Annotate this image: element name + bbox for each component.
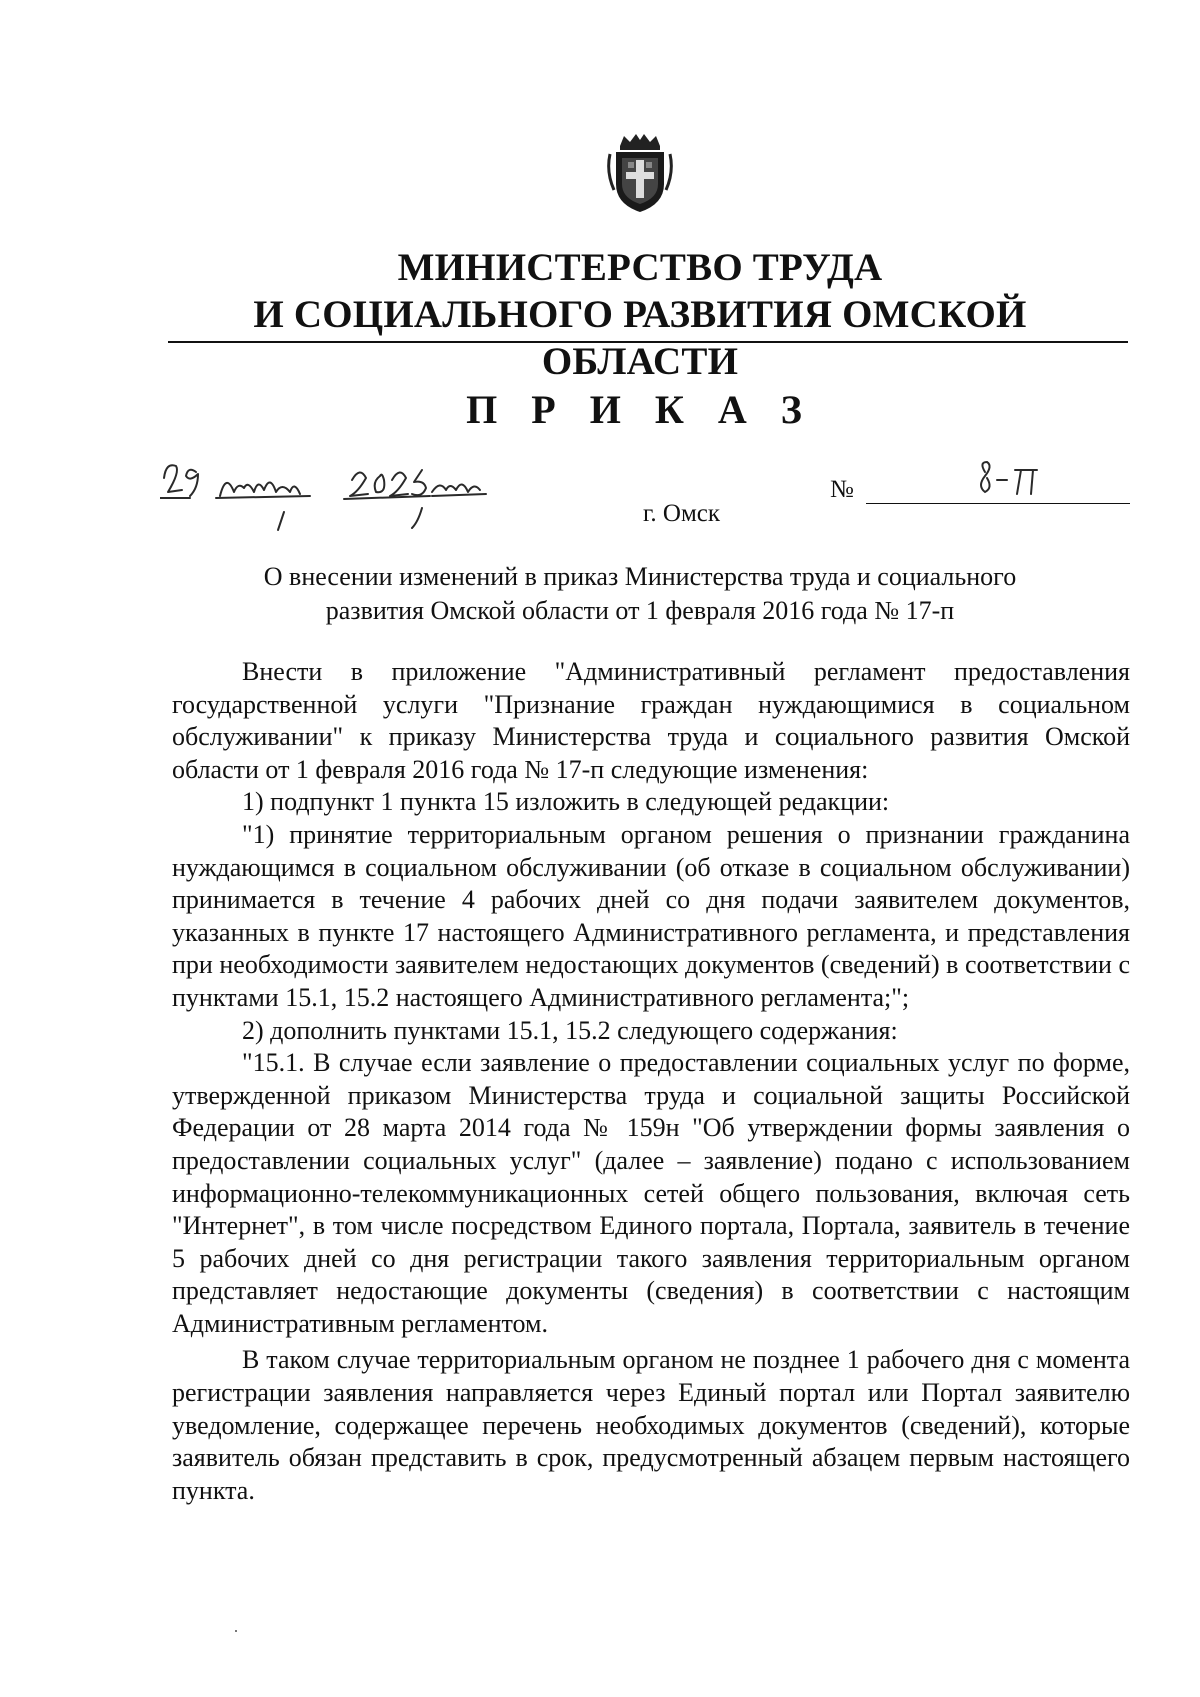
order-number-label: №	[830, 476, 854, 503]
handwritten-date	[160, 452, 500, 532]
order-subject	[180, 560, 1100, 628]
body-paragraph: 1) подпункт 1 пункта 15 изложить в следующей редакции:	[242, 787, 890, 817]
document-type-title: П Р И К А З	[466, 387, 814, 432]
scan-speck	[235, 1630, 237, 1632]
city-label: г. Омск	[643, 500, 721, 527]
handwritten-order-number	[975, 458, 1055, 502]
order-subject-line1: О внесении изменений в приказ Министерства труда и социального	[263, 562, 1017, 591]
header-divider	[168, 341, 1128, 343]
omsk-coat-of-arms-icon	[606, 132, 674, 214]
ministry-name-line2: И СОЦИАЛЬНОГО РАЗВИТИЯ ОМСКОЙ ОБЛАСТИ	[253, 293, 1027, 383]
body-paragraph: "15.1. В случае если заявление о предоставлении социальных услуг по форме, утвержденной приказом Министерства труда и социальной защиты Российской Федерации от 28 марта 2014 года № 159н "Об утверждении формы заявления о предоставлении социальных услуг" (далее – заявление) подано с использованием информационно-телекоммуникационных сетей общего пользования, включая сеть "Интернет", в том числе посредством Единого портала, Портала, заявитель в течение 5 рабочих дней со дня регистрации такого заявления территориальным органом представляет недостающие документы (сведения) в соответствии с настоящим Административным регламентом.	[172, 1048, 1130, 1338]
body-paragraph: Внести в приложение "Административный регламент предоставления государственной услуги "Признание граждан нуждающимися в социальном обслуживании" к приказу Министерства труда и социального развития Омской области от 1 февраля 2016 года № 17-п следующие изменения:	[172, 657, 1130, 784]
body-paragraph: 2) дополнить пунктами 15.1, 15.2 следующего содержания:	[242, 1015, 898, 1045]
body-paragraph: "1) принятие территориальным органом решения о признании гражданина нуждающимся в социальном обслуживании (об отказе в социальном обслуживании) принимается в течение 4 рабочих дней со дня подачи заявителем документов, указанных в пункте 17 настоящего Административного регламента, и представления при необходимости заявителем недостающих документов (сведений) в соответствии с пунктами 15.1, 15.2 настоящего Административного регламента;";	[172, 819, 1130, 1012]
body-paragraph: В таком случае территориальным органом не позднее 1 рабочего дня с момента регистрации заявления направляется через Единый портал или Портал заявителю уведомление, содержащее перечень необходимых документов (сведений), которые заявитель обязан представить в срок, предусмотренный абзацем первым настоящего пункта.	[172, 1345, 1130, 1505]
order-number-line	[866, 503, 1130, 504]
ministry-name-line1: МИНИСТЕРСТВО ТРУДА	[397, 246, 883, 289]
order-subject-line2: развития Омской области от 1 февраля 2016 года № 17-п	[325, 596, 955, 625]
order-body	[172, 656, 1130, 1507]
